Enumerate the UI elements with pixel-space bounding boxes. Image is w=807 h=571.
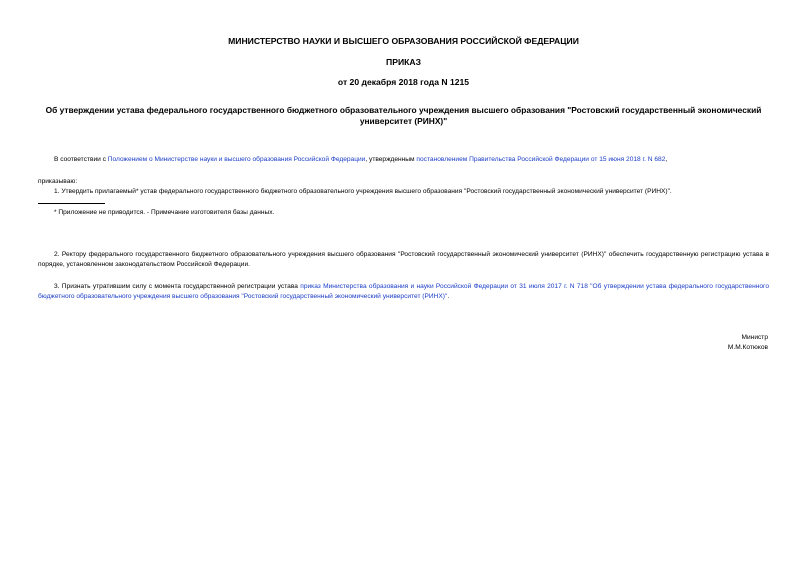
link-repealed-order[interactable]: приказ Министерства образования и науки Российской Федерации от 31 июля 2017 г. N 718 "Об утверждении устава федерального государственного бюджетного образовательного учреждения высшего образования "Ростовский государственный экономический университет (РИНХ)" xyxy=(38,283,769,300)
preamble-text-3: , xyxy=(665,156,668,163)
link-government-decree[interactable]: постановлением Правительства Российской Федерации от 15 июня 2018 г. N 682 xyxy=(416,156,666,163)
document-type-heading: ПРИКАЗ xyxy=(386,57,421,67)
date-number-heading: от 20 декабря 2018 года N 1215 xyxy=(337,77,470,87)
item-3-text-1: 3. Признать утратившим силу с момента государственной регистрации устава xyxy=(54,283,301,290)
preamble-text-2: , утвержденным xyxy=(365,156,417,163)
ministry-heading: МИНИСТЕРСТВО НАУКИ И ВЫСШЕГО ОБРАЗОВАНИЯ РОССИЙСКОЙ ФЕДЕРАЦИИ xyxy=(228,36,579,46)
link-ministry-regulation[interactable]: Положением о Министерстве науки и высшего образования Российской Федерации xyxy=(107,156,366,163)
order-word: приказываю: xyxy=(38,178,78,185)
item-3-text-2: . xyxy=(447,293,450,300)
footnote: * Приложение не приводится. - Примечание изготовителя базы данных. xyxy=(54,209,275,216)
preamble-text-1: В соответствии с xyxy=(54,156,108,163)
item-1: 1. Утвердить прилагаемый* устав федерального государственного бюджетного образовательного учреждения высшего образования "Ростовский государственный экономический университет (РИНХ)". xyxy=(54,188,672,195)
preamble-paragraph xyxy=(38,155,769,165)
item-3 xyxy=(38,282,769,302)
signature-name: М.М.Котюков xyxy=(727,344,768,351)
signature-position: Министр xyxy=(741,334,768,341)
footnote-divider xyxy=(38,203,105,204)
item-2: 2. Ректору федерального государственного бюджетного образовательного учреждения высшего образования "Ростовский государственный экономический университет (РИНХ)" обеспечить государственную регистрацию устава в порядке, установленном законодательством Российской Федерации. xyxy=(38,251,769,268)
document-title: Об утверждении устава федерального государственного бюджетного образовательного учреждения высшего образования "Ростовский государственный экономический университет (РИНХ)" xyxy=(45,105,762,126)
